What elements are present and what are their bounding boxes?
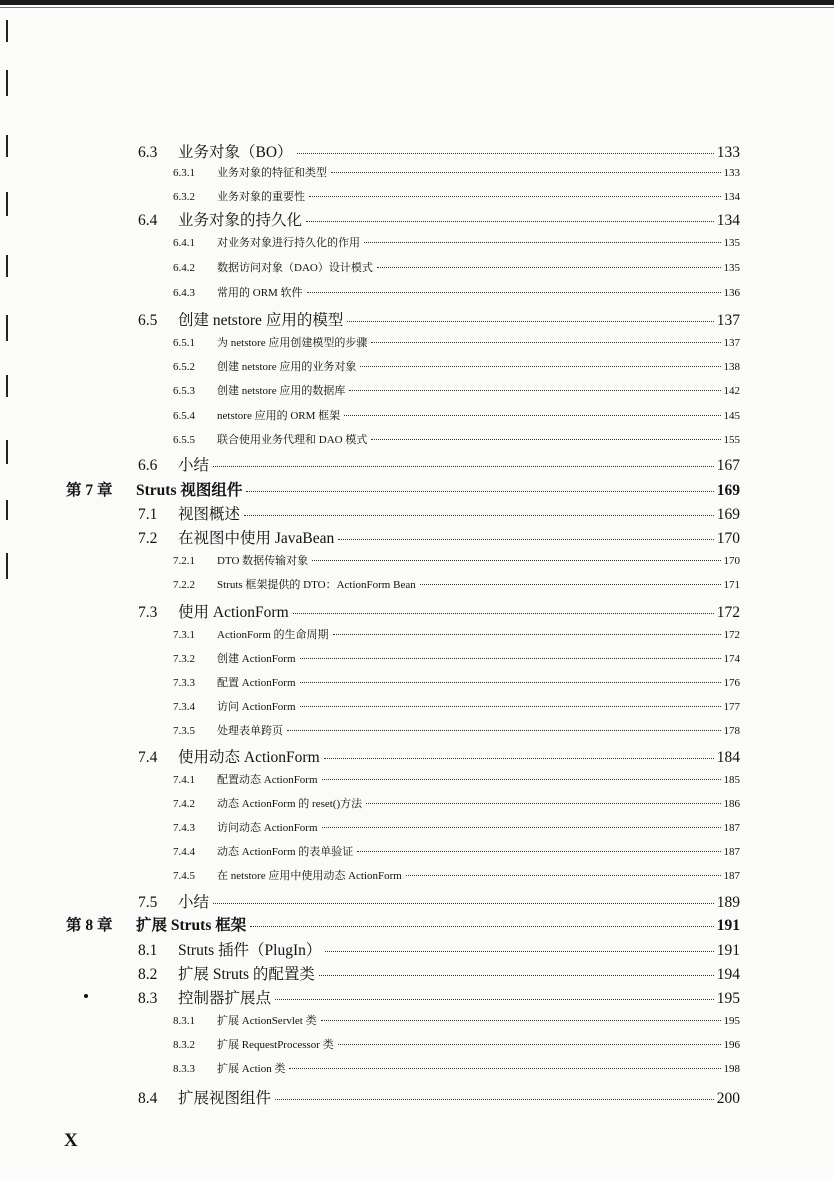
toc-leader-dots <box>293 598 714 615</box>
toc-number: 8.4 <box>138 1090 158 1107</box>
toc-title: 扩展 ActionServlet 类 <box>217 1015 317 1027</box>
toc-page-number: 155 <box>723 434 740 446</box>
toc-page-number: 191 <box>716 917 740 934</box>
toc-number: 7.4.4 <box>173 846 195 858</box>
toc-page-number: 187 <box>723 870 740 882</box>
toc-title: ActionForm 的生命周期 <box>217 629 329 641</box>
toc-leader-dots <box>349 379 720 391</box>
toc-title: 访问动态 ActionForm <box>217 822 318 834</box>
toc-page-number: 189 <box>716 894 740 911</box>
toc-section-row <box>138 1086 740 1108</box>
toc-leader-dots <box>250 911 714 928</box>
toc-title: 创建 netstore 应用的数据库 <box>217 385 346 397</box>
toc-leader-dots <box>420 573 721 585</box>
toc-page-number: 138 <box>723 361 740 373</box>
toc-number: 7.1 <box>138 506 158 523</box>
toc-subsection-row <box>173 843 740 859</box>
toc-subsection-row <box>173 358 740 374</box>
toc-title: 创建 netstore 应用的模型 <box>178 312 344 329</box>
toc-page-number: 170 <box>723 555 740 567</box>
toc-leader-dots <box>213 888 714 905</box>
binding-mark <box>6 135 8 157</box>
binding-mark <box>6 500 8 520</box>
toc-number: 6.4 <box>138 212 158 229</box>
toc-title: 常用的 ORM 软件 <box>217 287 303 299</box>
toc-title: Struts 插件（PlugIn） <box>178 942 322 959</box>
toc-number: 6.4.2 <box>173 262 195 274</box>
toc-page-number: 171 <box>723 579 740 591</box>
toc-leader-dots <box>325 936 713 953</box>
toc-subsection-row <box>173 284 740 300</box>
toc-page-number: 135 <box>723 262 740 274</box>
toc-page-number: 195 <box>723 1015 740 1027</box>
toc-number: 8.2 <box>138 966 158 983</box>
toc-leader-dots <box>371 428 720 440</box>
toc-page-number: 133 <box>723 167 740 179</box>
toc-number: 7.4.3 <box>173 822 195 834</box>
toc-leader-dots <box>321 1009 721 1021</box>
toc-leader-dots <box>322 816 721 828</box>
toc-title: 动态 ActionForm 的表单验证 <box>217 846 354 858</box>
page-folio: X <box>64 1130 78 1151</box>
binding-mark <box>6 553 8 579</box>
toc-leader-dots <box>246 476 713 493</box>
toc-title: 扩展 RequestProcessor 类 <box>217 1039 334 1051</box>
toc-page-number: 187 <box>723 846 740 858</box>
toc-title: 业务对象（BO） <box>178 144 293 161</box>
toc-title: 业务对象的持久化 <box>178 212 303 229</box>
toc-page-number: 167 <box>716 457 740 474</box>
toc-title: DTO 数据传输对象 <box>217 555 309 567</box>
toc-subsection-row <box>173 188 740 204</box>
toc-leader-dots <box>377 256 721 268</box>
toc-leader-dots <box>287 719 721 731</box>
toc-page-number: 134 <box>723 191 740 203</box>
toc-number: 8.3.3 <box>173 1063 195 1075</box>
stray-dot <box>84 994 88 998</box>
toc-number: 6.5.2 <box>173 361 195 373</box>
toc-chapter-row <box>66 913 740 935</box>
binding-mark <box>6 315 8 341</box>
binding-mark <box>6 375 8 397</box>
toc-leader-dots <box>322 768 721 780</box>
toc-subsection-row <box>173 819 740 835</box>
toc-leader-dots <box>300 695 721 707</box>
toc-title: Struts 视图组件 <box>136 482 243 499</box>
toc-title: Struts 框架提供的 DTO：ActionForm Bean <box>217 579 416 591</box>
toc-number: 7.3.4 <box>173 701 195 713</box>
toc-leader-dots <box>338 1033 721 1045</box>
top-rule <box>0 0 834 5</box>
toc-leader-dots <box>213 451 714 468</box>
toc-subsection-row <box>173 626 740 642</box>
toc-number: 6.6 <box>138 457 158 474</box>
toc-number: 7.3.2 <box>173 653 195 665</box>
toc-subsection-row <box>173 576 740 592</box>
toc-number: 6.5.1 <box>173 337 195 349</box>
toc-section-row <box>138 600 740 622</box>
toc-title: 使用动态 ActionForm <box>178 749 320 766</box>
toc-number: 7.4.2 <box>173 798 195 810</box>
toc-number: 6.3 <box>138 144 158 161</box>
toc-number: 6.4.3 <box>173 287 195 299</box>
toc-page-number: 200 <box>716 1090 740 1107</box>
toc-number: 7.5 <box>138 894 158 911</box>
toc-subsection-row <box>173 552 740 568</box>
toc-page-number: 177 <box>723 701 740 713</box>
toc-page-number: 137 <box>716 312 740 329</box>
toc-number: 6.5.5 <box>173 434 195 446</box>
toc-subsection-row <box>173 722 740 738</box>
toc-title: 使用 ActionForm <box>178 604 289 621</box>
toc-title: 处理表单跨页 <box>217 725 283 737</box>
toc-leader-dots <box>366 792 720 804</box>
toc-number: 7.3.3 <box>173 677 195 689</box>
toc-subsection-row <box>173 431 740 447</box>
toc-title: 扩展 Action 类 <box>217 1063 286 1075</box>
toc-page-number: 134 <box>716 212 740 229</box>
toc-number: 7.4.5 <box>173 870 195 882</box>
toc-number: 第 8 章 <box>66 917 113 934</box>
toc-leader-dots <box>360 355 720 367</box>
binding-mark <box>6 192 8 216</box>
toc-number: 7.2.2 <box>173 579 195 591</box>
toc-number: 8.3 <box>138 990 158 1007</box>
toc-section-row <box>138 745 740 767</box>
toc-section-row <box>138 208 740 230</box>
toc-subsection-row <box>173 674 740 690</box>
toc-title: 视图概述 <box>178 506 241 523</box>
toc-subsection-row <box>173 407 740 423</box>
toc-page-number: 169 <box>716 506 740 523</box>
toc-number: 8.1 <box>138 942 158 959</box>
toc-leader-dots <box>319 960 714 977</box>
toc-subsection-row <box>173 234 740 250</box>
binding-mark <box>6 440 8 464</box>
toc-title: 业务对象的特征和类型 <box>217 167 327 179</box>
toc-title: 配置动态 ActionForm <box>217 774 318 786</box>
toc-title: 控制器扩展点 <box>178 990 272 1007</box>
toc-title: 动态 ActionForm 的 reset()方法 <box>217 798 363 810</box>
toc-leader-dots <box>344 404 720 416</box>
toc-number: 7.3 <box>138 604 158 621</box>
toc-leader-dots <box>406 864 721 876</box>
toc-number: 7.4.1 <box>173 774 195 786</box>
toc-section-row <box>138 453 740 475</box>
toc-subsection-row <box>173 1036 740 1052</box>
toc-number: 第 7 章 <box>66 482 113 499</box>
toc-leader-dots <box>338 524 713 541</box>
toc-leader-dots <box>312 549 720 561</box>
toc-number: 7.2 <box>138 530 158 547</box>
toc-subsection-row <box>173 382 740 398</box>
toc-section-row <box>138 140 740 162</box>
toc-subsection-row <box>173 334 740 350</box>
toc-title: 在视图中使用 JavaBean <box>178 530 335 547</box>
top-rule-thin <box>0 7 834 8</box>
toc-page-number: 142 <box>723 385 740 397</box>
toc-page-number: 172 <box>716 604 740 621</box>
toc-page-number: 174 <box>723 653 740 665</box>
toc-number: 8.3.1 <box>173 1015 195 1027</box>
toc-leader-dots <box>297 138 714 155</box>
toc-leader-dots <box>306 206 714 223</box>
toc-number: 6.3.2 <box>173 191 195 203</box>
toc-leader-dots <box>371 331 720 343</box>
toc-title: 创建 ActionForm <box>217 653 296 665</box>
toc-title: 创建 netstore 应用的业务对象 <box>217 361 357 373</box>
toc-number: 7.4 <box>138 749 158 766</box>
toc-leader-dots <box>300 647 721 659</box>
toc-number: 6.5 <box>138 312 158 329</box>
toc-page-number: 133 <box>716 144 740 161</box>
toc-leader-dots <box>275 1084 714 1101</box>
toc-number: 6.3.1 <box>173 167 195 179</box>
toc-page-number: 172 <box>723 629 740 641</box>
toc-subsection-row <box>173 1060 740 1076</box>
toc-number: 7.3.1 <box>173 629 195 641</box>
binding-mark <box>6 70 8 96</box>
toc-title: 联合使用业务代理和 DAO 模式 <box>217 434 368 446</box>
toc-page-number: 135 <box>723 237 740 249</box>
toc-number: 6.5.3 <box>173 385 195 397</box>
toc-page-number: 136 <box>723 287 740 299</box>
toc-subsection-row <box>173 867 740 883</box>
toc-page-number: 176 <box>723 677 740 689</box>
toc-page-number: 198 <box>723 1063 740 1075</box>
toc-subsection-row <box>173 164 740 180</box>
toc-page-number: 145 <box>723 410 740 422</box>
toc-title: netstore 应用的 ORM 框架 <box>217 410 341 422</box>
toc-leader-dots <box>357 840 720 852</box>
toc-title: 小结 <box>178 894 210 911</box>
toc-title: 小结 <box>178 457 210 474</box>
toc-title: 在 netstore 应用中使用动态 ActionForm <box>217 870 402 882</box>
toc-leader-dots <box>309 185 721 197</box>
toc-page-number: 169 <box>716 482 740 499</box>
toc-section-row <box>138 962 740 984</box>
toc-subsection-row <box>173 795 740 811</box>
toc-page-number: 185 <box>723 774 740 786</box>
binding-mark <box>6 255 8 277</box>
toc-leader-dots <box>347 306 713 323</box>
toc-title: 数据访问对象（DAO）设计模式 <box>217 262 373 274</box>
toc-section-row <box>138 526 740 548</box>
toc-number: 6.4.1 <box>173 237 195 249</box>
toc-section-row <box>138 308 740 330</box>
toc-subsection-row <box>173 1012 740 1028</box>
toc-leader-dots <box>324 743 714 760</box>
toc-number: 7.3.5 <box>173 725 195 737</box>
toc-page-number: 137 <box>723 337 740 349</box>
toc-subsection-row <box>173 650 740 666</box>
toc-title: 扩展 Struts 的配置类 <box>178 966 315 983</box>
toc-leader-dots <box>364 231 721 243</box>
toc-number: 8.3.2 <box>173 1039 195 1051</box>
toc-leader-dots <box>307 281 721 293</box>
toc-number: 6.5.4 <box>173 410 195 422</box>
toc-leader-dots <box>244 500 714 517</box>
toc-title: 扩展视图组件 <box>178 1090 272 1107</box>
toc-page-number: 196 <box>723 1039 740 1051</box>
toc-title: 扩展 Struts 框架 <box>136 917 247 934</box>
toc-title: 业务对象的重要性 <box>217 191 305 203</box>
toc-subsection-row <box>173 698 740 714</box>
toc-page-number: 194 <box>716 966 740 983</box>
toc-leader-dots <box>300 671 721 683</box>
toc-page-number: 170 <box>716 530 740 547</box>
toc-page-number: 186 <box>723 798 740 810</box>
toc-page-number: 187 <box>723 822 740 834</box>
toc-title: 配置 ActionForm <box>217 677 296 689</box>
toc-section-row <box>138 890 740 912</box>
toc-section-row <box>138 938 740 960</box>
toc-leader-dots <box>289 1057 720 1069</box>
binding-mark <box>6 20 8 42</box>
toc-title: 对业务对象进行持久化的作用 <box>217 237 360 249</box>
toc-title: 访问 ActionForm <box>217 701 296 713</box>
toc-chapter-row <box>66 478 740 500</box>
toc-leader-dots <box>333 623 721 635</box>
toc-page-number: 184 <box>716 749 740 766</box>
toc-section-row <box>138 986 740 1008</box>
toc-number: 7.2.1 <box>173 555 195 567</box>
toc-page-number: 191 <box>716 942 740 959</box>
toc-leader-dots <box>331 161 721 173</box>
toc-section-row <box>138 502 740 524</box>
toc-page-number: 195 <box>716 990 740 1007</box>
toc-subsection-row <box>173 771 740 787</box>
toc-title: 为 netstore 应用创建模型的步骤 <box>217 337 368 349</box>
toc-page-number: 178 <box>723 725 740 737</box>
toc-leader-dots <box>275 984 714 1001</box>
toc-subsection-row <box>173 259 740 275</box>
